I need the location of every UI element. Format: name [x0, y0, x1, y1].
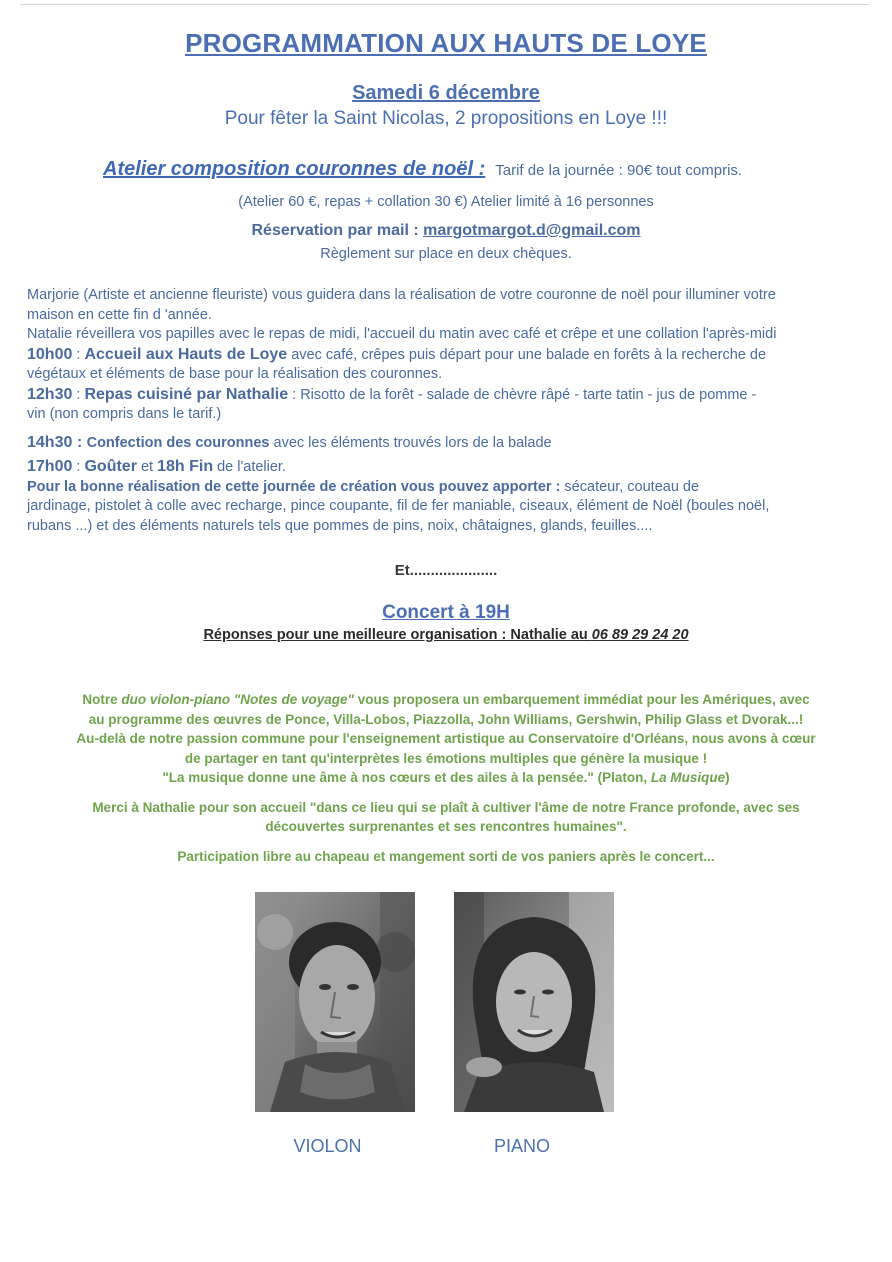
apporter-desc: sécateur, couteau de — [560, 478, 700, 495]
schedule-1000-line-2: végétaux et éléments de base pour la réalisation des couronnes. — [27, 366, 443, 382]
atelier-prices: (Atelier 60 €, repas + collation 30 €) Atelier limité à 16 personnes — [238, 194, 654, 210]
repas-desc: : Risotto de la forêt - salade de chèvre râpé - tarte tatin - jus de pomme - — [288, 386, 757, 403]
confection-title: Confection des couronnes — [86, 434, 270, 451]
repas-title: Repas cuisiné par Nathalie — [84, 385, 289, 403]
violinist-photo — [255, 892, 415, 1112]
concert-title: Concert à 19H — [382, 602, 510, 623]
schedule-1700 — [27, 457, 887, 478]
violon-caption: VIOLON — [293, 1136, 362, 1156]
merci-line-2: découvertes surprenantes et ses rencontres humaines". — [265, 819, 627, 834]
sep: : — [72, 386, 85, 403]
violinist-portrait — [255, 892, 415, 1112]
programme-block — [27, 286, 887, 536]
duo-name: duo violon-piano "Notes de voyage" — [121, 692, 354, 707]
sep: : — [72, 433, 87, 451]
time-1230: 12h30 — [27, 385, 73, 403]
quote-text: "La musique donne une âme à nos cœurs et des ailes à la pensée." (Platon, — [162, 770, 651, 785]
event-date: Samedi 6 décembre — [352, 82, 540, 104]
duo-text: Notre — [82, 692, 122, 707]
pianist-portrait — [454, 892, 614, 1112]
schedule-1230-line-2: vin (non compris dans le tarif.) — [27, 406, 222, 422]
atelier-title: Atelier composition couronnes de noël : — [103, 158, 486, 180]
page-title: PROGRAMMATION AUX HAUTS DE LOYE — [185, 28, 707, 58]
schedule-1230 — [27, 385, 887, 406]
sep: : — [72, 459, 85, 475]
reponses-label: Réponses pour une meilleure organisation : Nathalie au — [203, 627, 592, 643]
duo-line-4: de partager en tant qu'interprètes les émotions multiples que génère la musique ! — [184, 750, 708, 766]
schedule-1430 — [27, 433, 887, 454]
phone-number: 06 89 29 24 20 — [591, 627, 689, 643]
piano-caption: PIANO — [493, 1136, 550, 1156]
duo-line-5 — [0, 768, 892, 788]
reservation-email-link[interactable]: margotmargot.d@gmail.com — [423, 222, 641, 239]
quote-close: ) — [725, 770, 730, 785]
apporter-line-3: rubans ...) et des éléments naturels tels que pommes de pins, noix, châtaignes, glands, feuilles.... — [27, 517, 653, 534]
et-separator: Et..................... — [394, 562, 498, 579]
marjorie-line-2: maison en cette fin d 'année. — [27, 306, 212, 323]
apporter-line-1 — [27, 478, 887, 498]
gouter-title: Goûter — [84, 458, 137, 475]
reglement-text: Règlement sur place en deux chèques. — [320, 246, 572, 262]
duo-text: vous proposera un embarquement immédiat pour les Amériques, avec — [353, 692, 810, 707]
merci-line-1: Merci à Nathalie pour son accueil "dans ce lieu qui se plaît à cultiver l'âme de notre France profonde, avec ses — [92, 799, 800, 815]
pianist-photo — [454, 892, 614, 1112]
natalie-line: Natalie réveillera vos papilles avec le repas de midi, l'accueil du matin avec café et crêpe et une collation l'après-midi — [27, 326, 777, 342]
time-1700: 17h00 — [27, 458, 73, 475]
duo-line-1 — [0, 690, 892, 710]
sep: : — [72, 346, 85, 363]
atelier-tarif: Tarif de la journée : 90€ tout compris. — [495, 162, 743, 179]
participation-line: Participation libre au chapeau et mangement sorti de vos paniers après le concert... — [177, 848, 715, 864]
fin-title: 18h Fin — [157, 458, 214, 475]
marjorie-line-1: Marjorie (Artiste et ancienne fleuriste) vous guidera dans la réalisation de votre couronne de noël pour illuminer votre — [27, 287, 776, 303]
duo-block — [0, 690, 892, 866]
reponses-line — [0, 627, 892, 643]
accueil-title: Accueil aux Hauts de Loye — [84, 345, 288, 363]
reservation-line — [0, 222, 892, 240]
and-text: et — [136, 459, 158, 475]
atelier-heading — [103, 158, 742, 181]
time-1430: 14h30 — [27, 433, 73, 451]
schedule-1000 — [27, 345, 887, 366]
duo-line-3: Au-delà de notre passion commune pour l'enseignement artistique au Conservatoire d'Orléans, nous avons à cœur — [76, 731, 816, 746]
fin-desc: de l'atelier. — [213, 459, 286, 475]
accueil-desc: avec café, crêpes puis départ pour une balade en forêts à la recherche de — [287, 346, 767, 363]
apporter-line-2: jardinage, pistolet à colle avec recharge, pince coupante, fil de fer maniable, ciseaux, élément de Noël (boules noël, — [27, 498, 770, 514]
confection-desc: avec les éléments trouvés lors de la balade — [269, 434, 552, 451]
duo-line-2: au programme des œuvres de Ponce, Villa-Lobos, Piazzolla, John Williams, Gershwin, Philip Glass et Dvorak...! — [88, 711, 804, 727]
top-rule — [20, 4, 870, 5]
reservation-label: Réservation par mail : — [251, 222, 424, 239]
apporter-title: Pour la bonne réalisation de cette journée de création vous pouvez apporter : — [27, 478, 561, 495]
time-1000: 10h00 — [27, 345, 73, 363]
intro-text: Pour fêter la Saint Nicolas, 2 propositions en Loye !!! — [224, 108, 668, 129]
quote-source: La Musique — [650, 770, 726, 785]
